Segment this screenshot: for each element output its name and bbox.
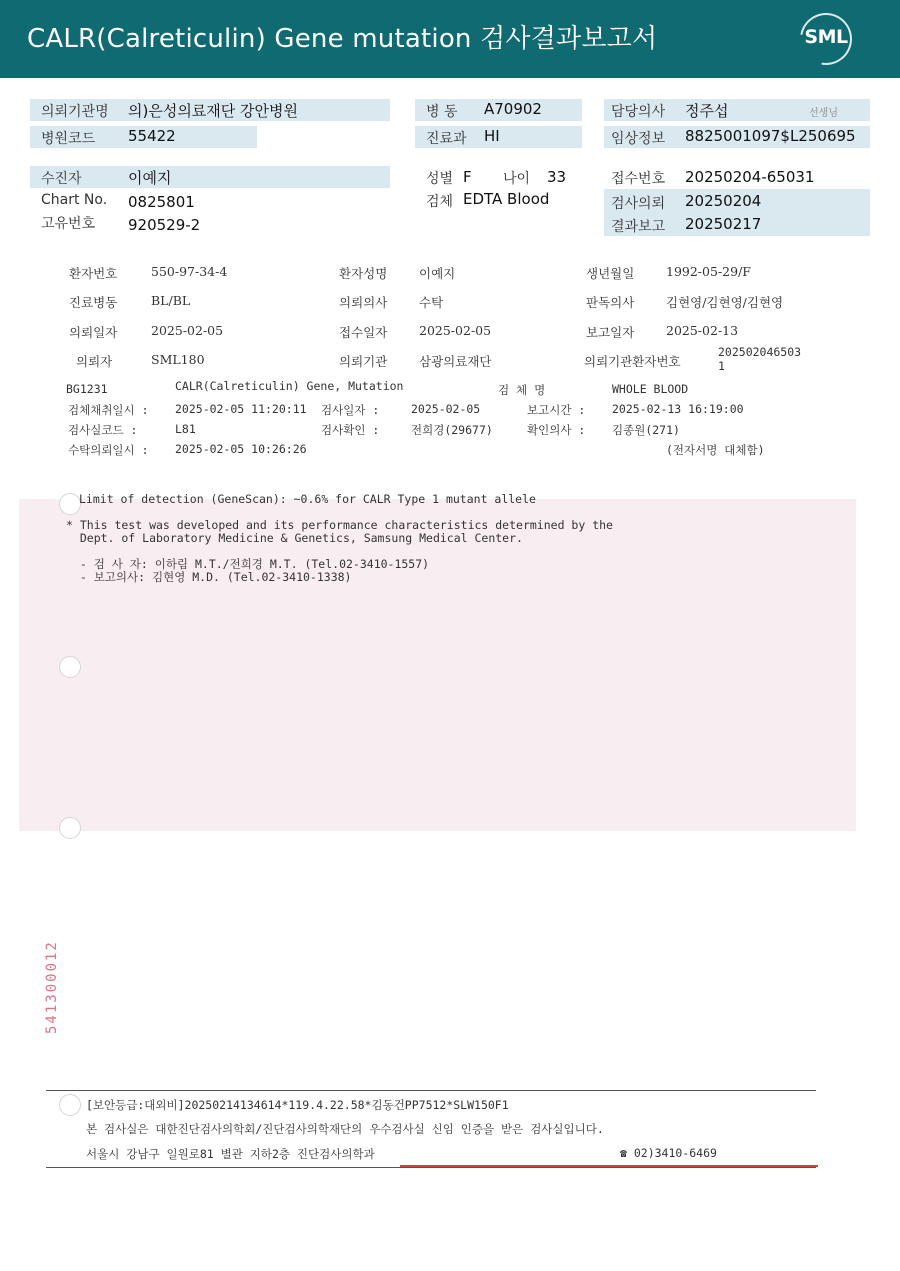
chart-value: 0825801	[128, 193, 195, 211]
requester-value: SML180	[151, 352, 205, 367]
req-date-value: 2025-02-05	[151, 323, 224, 338]
note-line-2: * This test was developed and its performance characteristics determined by the	[66, 518, 613, 532]
test-date-value: 2025-02-05	[411, 402, 481, 416]
consign-label: 수탁의뢰일시 :	[68, 443, 149, 457]
confirm-doctor-label: 확인의사 :	[527, 423, 586, 437]
patient-no-value: 550-97-34-4	[151, 264, 228, 279]
ward-label: 병 동	[426, 104, 458, 120]
patient-label: 수진자	[41, 171, 82, 187]
sex-label: 성별	[426, 171, 454, 187]
reading-doctor-value: 김현영/김현영/김현영	[666, 295, 784, 310]
test-date-label: 검사일자 :	[321, 403, 380, 417]
ward-value: A70902	[484, 100, 542, 118]
reading-doctor-label: 판독의사	[586, 295, 635, 310]
lab-code-value: L81	[175, 422, 196, 436]
unique-label: 고유번호	[41, 216, 96, 232]
note-line-4: - 검 사 자: 이하림 M.T./전희경 M.T. (Tel.02-3410-1557)	[66, 557, 430, 571]
footer-bottom-rule	[46, 1167, 816, 1168]
req-date-label: 의뢰일자	[69, 325, 118, 340]
result-value: 20250217	[685, 215, 762, 233]
punch-hole-3	[59, 817, 81, 839]
lab-code-label: 검사실코드 :	[68, 423, 138, 437]
note-line-5: - 보고의사: 김현영 M.D. (Tel.02-3410-1338)	[66, 570, 352, 584]
footer-red-rule	[400, 1165, 818, 1167]
specimen-name-value: WHOLE BLOOD	[612, 382, 689, 396]
clinical-label: 임상정보	[611, 131, 666, 147]
birth-value: 1992-05-29/F	[666, 264, 751, 279]
patient-name-label: 환자성명	[339, 266, 388, 281]
inst-patient-no-line2: 1	[718, 359, 725, 373]
doctor-value: 정주섭	[685, 102, 729, 120]
report-date-label: 보고일자	[586, 325, 635, 340]
patient-value: 이예지	[128, 169, 172, 187]
phone-line: ☎ 02)3410-6469	[620, 1146, 717, 1160]
report-ward-value: BL/BL	[151, 293, 191, 308]
sex-value: F	[463, 168, 472, 186]
confirm-label: 검사확인 :	[321, 423, 380, 437]
birth-label: 생년월일	[586, 266, 635, 281]
address-line: 서울시 강남구 일원로81 별관 지하2층 진단검사의학과	[86, 1147, 375, 1161]
request-value: 20250204	[685, 192, 762, 210]
collect-value: 2025-02-05 11:20:11	[175, 402, 307, 416]
doctor-label: 담당의사	[611, 104, 666, 120]
specimen-label: 검체	[426, 194, 454, 210]
note-line-3: Dept. of Laboratory Medicine & Genetics, Samsung Medical Center.	[66, 531, 523, 545]
note-line-1: Limit of detection (GeneScan): ~0.6% for CALR Type 1 mutant allele	[79, 492, 536, 506]
report-title: CALR(Calreticulin) Gene mutation 검사결과보고서	[27, 24, 658, 54]
doctor-tag: 선생님	[809, 108, 838, 119]
certification-line: 본 검사실은 대한진단검사의학회/진단검사의학재단의 우수검사실 신임 인증을 받은 검사실입니다.	[86, 1122, 604, 1136]
unique-value: 920529-2	[128, 216, 201, 234]
result-area	[19, 499, 856, 831]
patient-chip	[30, 166, 390, 188]
specimen-name-label: 검 체 명	[498, 383, 546, 397]
patient-no-label: 환자번호	[69, 266, 118, 281]
recv-date-value: 2025-02-05	[419, 323, 492, 338]
report-time-value: 2025-02-13 16:19:00	[612, 402, 744, 416]
punch-hole-1	[59, 493, 81, 515]
report-ward-label: 진료병동	[69, 295, 118, 310]
age-value: 33	[547, 168, 567, 186]
dept-value: HI	[484, 127, 500, 145]
recv-date-label: 접수일자	[339, 325, 388, 340]
receipt-value: 20250204-65031	[685, 168, 815, 186]
test-code: BG1231	[66, 382, 108, 396]
security-line: [보안등급:대외비]20250214134614*119.4.22.58*김동건PP7512*SLW150F1	[86, 1098, 509, 1112]
req-doctor-value: 수탁	[419, 295, 444, 310]
consign-value: 2025-02-05 10:26:26	[175, 442, 307, 456]
req-inst-value: 삼광의료재단	[419, 354, 492, 369]
patient-name-value: 이예지	[419, 266, 456, 281]
req-inst-label: 의뢰기관	[339, 354, 388, 369]
hospital-code-label: 병원코드	[41, 131, 96, 147]
clinical-value: 8825001097$L250695	[685, 127, 856, 145]
collect-label: 검체채취일시 :	[68, 403, 149, 417]
punch-hole-4	[59, 1094, 81, 1116]
dept-label: 진료과	[426, 131, 467, 147]
hospital-code-value: 55422	[128, 127, 176, 145]
e-signature-note: (전자서명 대체함)	[666, 443, 765, 457]
sml-logo	[800, 13, 852, 65]
punch-hole-2	[59, 656, 81, 678]
side-serial-number: 541300012	[44, 940, 60, 1034]
request-label: 검사의뢰	[611, 196, 666, 212]
confirm-value: 전희경(29677)	[411, 423, 493, 437]
inst-patient-no-line1: 202502046503	[718, 345, 802, 359]
specimen-value: EDTA Blood	[463, 190, 550, 208]
receipt-label: 접수번호	[611, 171, 666, 187]
result-label: 결과보고	[611, 219, 666, 235]
footer-top-rule	[46, 1090, 816, 1091]
institution-label: 의뢰기관명	[41, 104, 109, 120]
confirm-doctor-value: 김종원(271)	[612, 423, 680, 437]
inst-patient-no-label: 의뢰기관환자번호	[584, 354, 681, 369]
chart-label: Chart No.	[41, 192, 108, 208]
report-date-value: 2025-02-13	[666, 323, 739, 338]
test-name: CALR(Calreticulin) Gene, Mutation	[175, 379, 404, 393]
req-doctor-label: 의뢰의사	[339, 295, 388, 310]
requester-label: 의뢰자	[76, 354, 113, 369]
institution-value: 의)은성의료재단 강안병원	[128, 102, 299, 120]
report-time-label: 보고시간 :	[527, 403, 586, 417]
logo-text: SML	[804, 26, 848, 48]
age-label: 나이	[503, 171, 531, 187]
